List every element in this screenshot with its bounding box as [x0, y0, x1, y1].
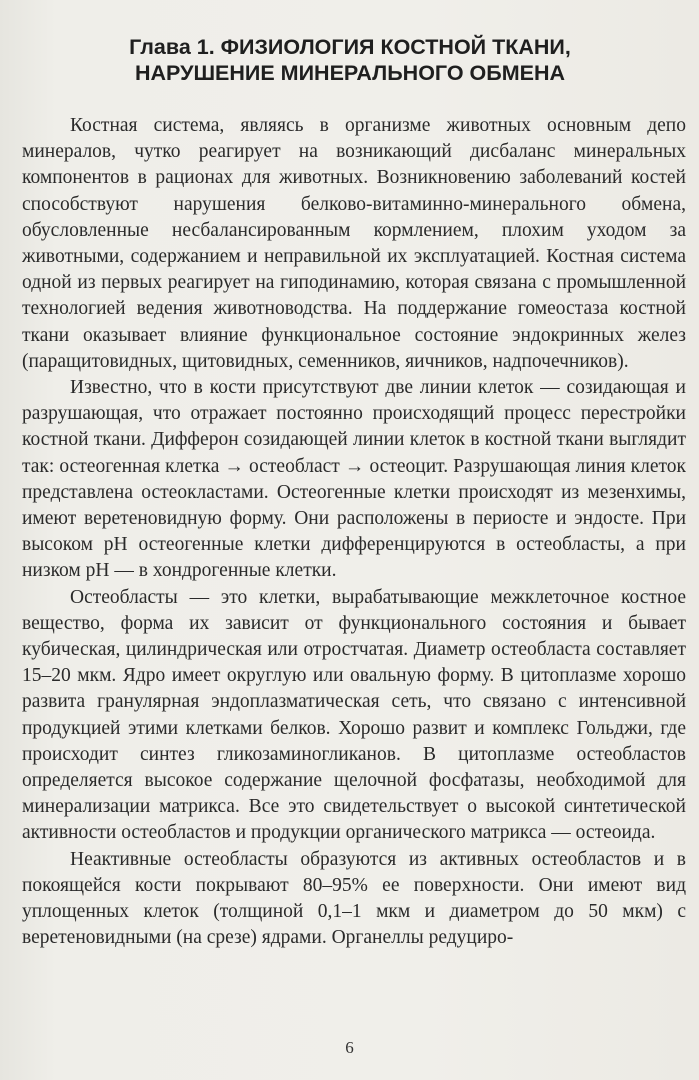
paragraph-1: Костная система, являясь в организме животных основным депо минералов, чутко реагирует на возникающий дисбаланс минеральных компонентов в рационах для животных. Возникновению заболеваний костей способствуют нарушения белково-витаминно-минерального обмена, обусловленные несбалансированным кормлением, плохим уходом за животными, содержанием и неправильной их эксплуатацией. Костная система одной из первых реагирует на гиподинамию, которая связана с промышленной технологией ведения животноводства. На поддержание гомеостаза костной ткани оказывает влияние функциональное состояние эндокринных желез (паращитовидных, щитовидных, семенников, яичников, надпочечников). [22, 115, 686, 372]
body-text [22, 113, 686, 952]
paragraph-2: Известно, что в кости присутствуют две линии клеток — созидающая и разрушающая, что отражает постоянно происходящий процесс перестройки костной ткани. Дифферон созидающей линии клеток в костной ткани выглядит так: остеогенная клетка → остеобласт → остеоцит. Разрушающая линия клеток представлена остеокластами. Остеогенные клетки происходят из мезенхимы, имеют веретеновидную форму. Они расположены в периосте и эндосте. При высоком pH остеогенные клетки дифференцируются в остеобласты, а при низком pH — в хондрогенные клетки. [22, 377, 686, 582]
paragraph-4: Неактивные остеобласты образуются из активных остеобластов и в покоящейся кости покрывают 80–95% ее поверхности. Они имеют вид уплощенных клеток (толщиной 0,1–1 мкм и диаметром до 50 мкм) с веретеновидными (на срезе) ядрами. Органеллы редуциро- [22, 848, 686, 949]
chapter-title-line-1: Глава 1. ФИЗИОЛОГИЯ КОСТНОЙ ТКАНИ, [129, 35, 571, 59]
page-number: 6 [345, 1038, 354, 1057]
chapter-title-line-2: НАРУШЕНИЕ МИНЕРАЛЬНОГО ОБМЕНА [134, 61, 566, 85]
chapter-title [60, 34, 640, 86]
paragraph-3: Остеобласты — это клетки, вырабатывающие межклеточное костное вещество, форма их зависит от функционального состояния и бывает кубическая, цилиндрическая или отростчатая. Диаметр остеобласта составляет 15–20 мкм. Ядро имеет округлую или овальную форму. В цитоплазме хорошо развита гранулярная эндоплазматическая сеть, что связано с интенсивной продукцией этими клетками белков. Хорошо развит и комплекс Гольджи, где происходит синтез гликозаминогликанов. В цитоплазме остеобластов определяется высокое содержание щелочной фосфатазы, необходимой для минерализации матрикса. Все это свидетельствует о высокой синтетической активности остеобластов и продукции органического матрикса — остеоида. [22, 586, 686, 844]
